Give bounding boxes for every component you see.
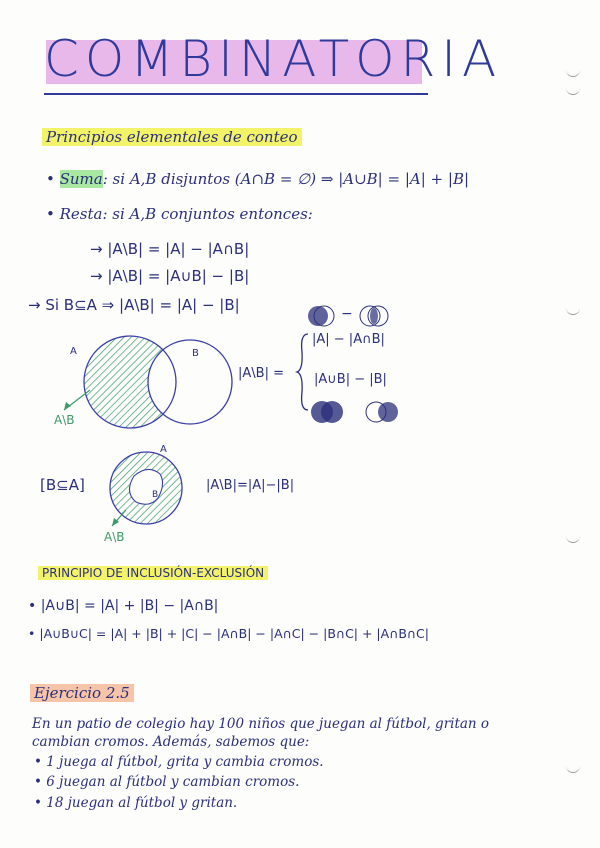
section-heading-conteo: Principios elementales de conteo (42, 128, 302, 146)
exercise-bullet-3-text: 18 juegan al fútbol y gritan. (46, 795, 238, 811)
resta-formula-2: → |A\B| = |A∪B| − |B| (90, 267, 250, 285)
resta-line: • Resta: si A,B conjuntos entonces: (46, 205, 313, 223)
diff-option-1: |A| − |A∩B| (312, 332, 385, 347)
venn1-label-b: B (192, 348, 199, 359)
venn2-label-diff: A\B (104, 530, 125, 544)
subset-formula: |A\B|=|A|−|B| (206, 478, 295, 493)
suma-label: Suma (59, 170, 103, 188)
venn1-label-a: A (70, 346, 77, 357)
exercise-bullet-2-text: 6 juegan al fútbol y cambian cromos. (46, 774, 300, 790)
margin-mark (566, 88, 580, 95)
exercise-bullet-1-text: 1 juega al fútbol, grita y cambia cromos. (46, 754, 324, 770)
mini-venn-minus: − (341, 306, 353, 322)
margin-mark (566, 70, 580, 77)
diff-lhs: |A\B| = (238, 366, 284, 381)
venn2-label-a: A (160, 444, 167, 455)
page-title: COMBINATORIA (44, 30, 503, 88)
suma-line: • Suma: si A,B disjuntos (A∩B = ∅) ⇒ |A∪B| = |A| + |B| (46, 170, 470, 188)
resta-formula-1: → |A\B| = |A| − |A∩B| (90, 240, 250, 258)
exercise-intro-2: cambian cromos. Además, sabemos que: (32, 734, 310, 750)
exercise-bullet-3: • 18 juegan al fútbol y gritan. (34, 795, 238, 811)
title-underline (44, 93, 428, 95)
subset-bracket: [B⊆A] (40, 476, 85, 494)
ie-formula-2: |A∪B∪C| = |A| + |B| + |C| − |A∩B| − |A∩C| − |B∩C| + |A∩B∩C| (39, 626, 430, 641)
ie-formula-1: |A∪B| = |A| + |B| − |A∩B| (40, 598, 219, 614)
section-heading-inclusion-exclusion: PRINCIPIO DE INCLUSIÓN-EXCLUSIÓN (38, 566, 268, 580)
exercise-heading: Ejercicio 2.5 (30, 684, 134, 702)
subset-rule: → Si B⊆A ⇒ |A\B| = |A| − |B| (28, 296, 240, 314)
margin-mark (566, 536, 580, 543)
suma-text: : si A,B disjuntos (A∩B = ∅) ⇒ |A∪B| = |A| + |B| (102, 170, 470, 188)
exercise-bullet-2: • 6 juegan al fútbol y cambian cromos. (34, 774, 300, 790)
margin-mark (566, 766, 580, 773)
inclusion-exclusion-three-sets: • |A∪B∪C| = |A| + |B| + |C| − |A∩B| − |A∩C| − |B∩C| + |A∩B∩C| (28, 626, 430, 641)
exercise-intro-1: En un patio de colegio hay 100 niños que juegan al fútbol, gritan o (32, 716, 490, 732)
inclusion-exclusion-two-sets: • |A∪B| = |A| + |B| − |A∩B| (28, 598, 219, 614)
venn1-label-diff: A\B (54, 413, 75, 427)
venn2-label-b: B (152, 490, 159, 500)
margin-mark (566, 308, 580, 315)
exercise-bullet-1: • 1 juega al fútbol, grita y cambia cromos. (34, 754, 324, 770)
mini-venn-bottom (308, 396, 408, 430)
resta-text: : si A,B conjuntos entonces: (102, 205, 313, 223)
resta-label: Resta (59, 205, 103, 223)
diff-option-2: |A∪B| − |B| (314, 372, 387, 387)
